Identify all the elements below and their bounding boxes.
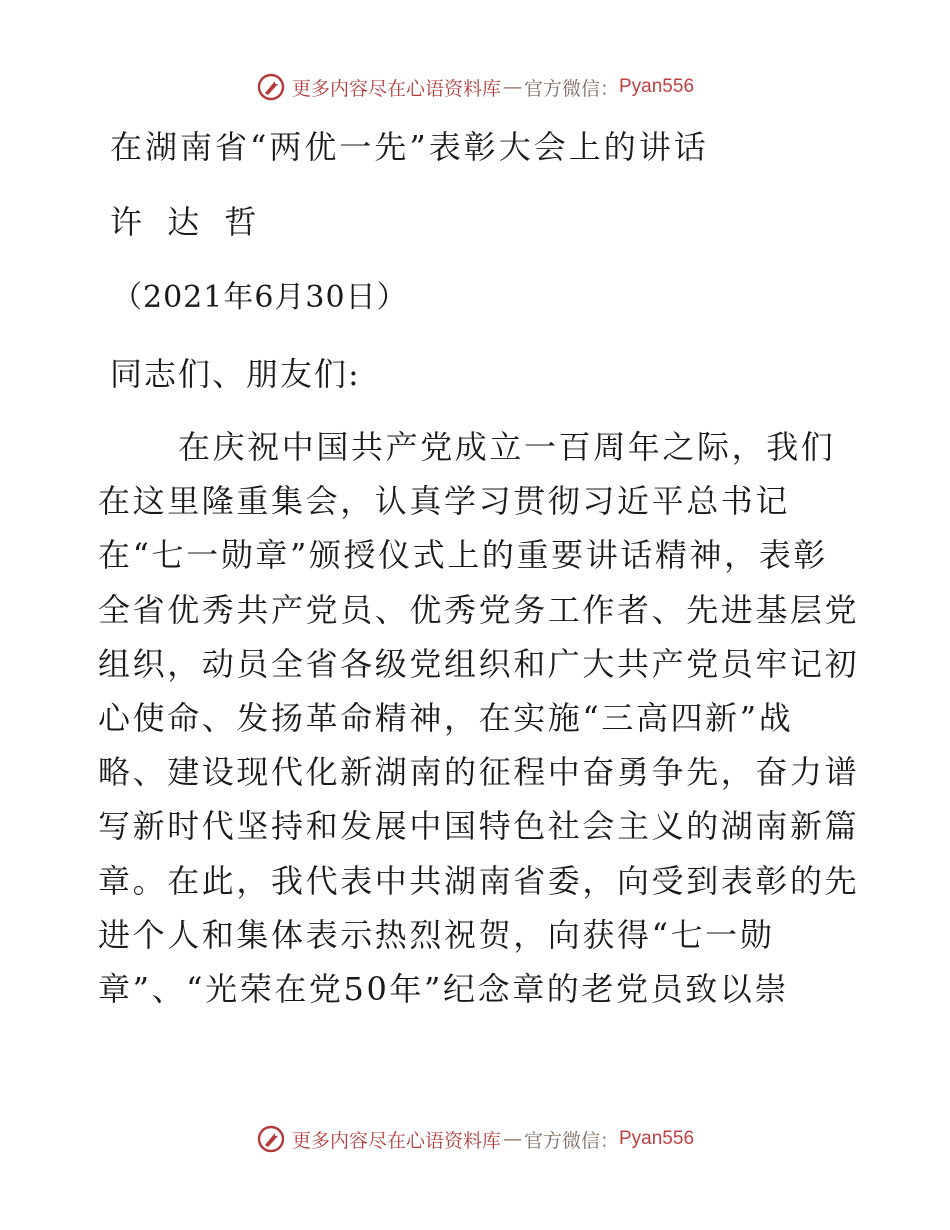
wechat-id: Pyan556 <box>619 76 695 97</box>
promo-text: 更多内容尽在心语资料库 <box>291 77 501 100</box>
body-line: 全省优秀共产党员、优秀党务工作者、先进基层党 <box>98 590 860 629</box>
body-line: 组织，动员全省各级党组织和广大共产党员牢记初 <box>98 644 860 683</box>
body-line: 进个人和集体表示热烈祝贺，向获得“七一勋 <box>98 915 775 954</box>
speech-body <box>98 420 858 1016</box>
salutation: 同志们、朋友们: <box>110 355 361 393</box>
pen-nib-logo-icon <box>256 1124 286 1154</box>
banner-separator: — <box>502 1128 522 1150</box>
author-char: 许 <box>110 203 143 241</box>
document-title: 在湖南省“两优一先”表彰大会上的讲话 <box>110 128 709 166</box>
pen-nib-logo-icon <box>256 72 286 102</box>
footer-watermark-banner <box>0 1124 950 1154</box>
wechat-label: 官方微信： <box>523 77 619 100</box>
author-char: 哲 <box>224 203 257 241</box>
author-char: 达 <box>167 203 200 241</box>
body-line: 写新时代坚持和发展中国特色社会主义的湖南新篇 <box>98 807 860 846</box>
body-line: 心使命、发扬革命精神，在实施“三高四新”战 <box>98 698 794 737</box>
body-line: 章。在此，我代表中共湖南省委，向受到表彰的先 <box>98 861 860 900</box>
speech-date: （2021年6月30日） <box>112 280 408 315</box>
promo-text: 更多内容尽在心语资料库 <box>291 1129 501 1152</box>
body-line: 章”、“光荣在党50年”纪念章的老党员致以崇 <box>98 969 789 1008</box>
body-line: 略、建设现代化新湖南的征程中奋勇争先，奋力谱 <box>98 753 860 792</box>
banner-separator: — <box>502 76 522 98</box>
author-name <box>110 197 271 243</box>
header-watermark-banner <box>0 72 950 102</box>
body-line: 在庆祝中国共产党成立一百周年之际，我们 <box>178 428 836 466</box>
body-line: 在这里隆重集会，认真学习贯彻习近平总书记 <box>98 482 791 521</box>
body-line: 在“七一勋章”颁授仪式上的重要讲话精神，表彰 <box>98 536 828 575</box>
wechat-id: Pyan556 <box>619 1128 695 1149</box>
wechat-label: 官方微信： <box>523 1129 619 1152</box>
